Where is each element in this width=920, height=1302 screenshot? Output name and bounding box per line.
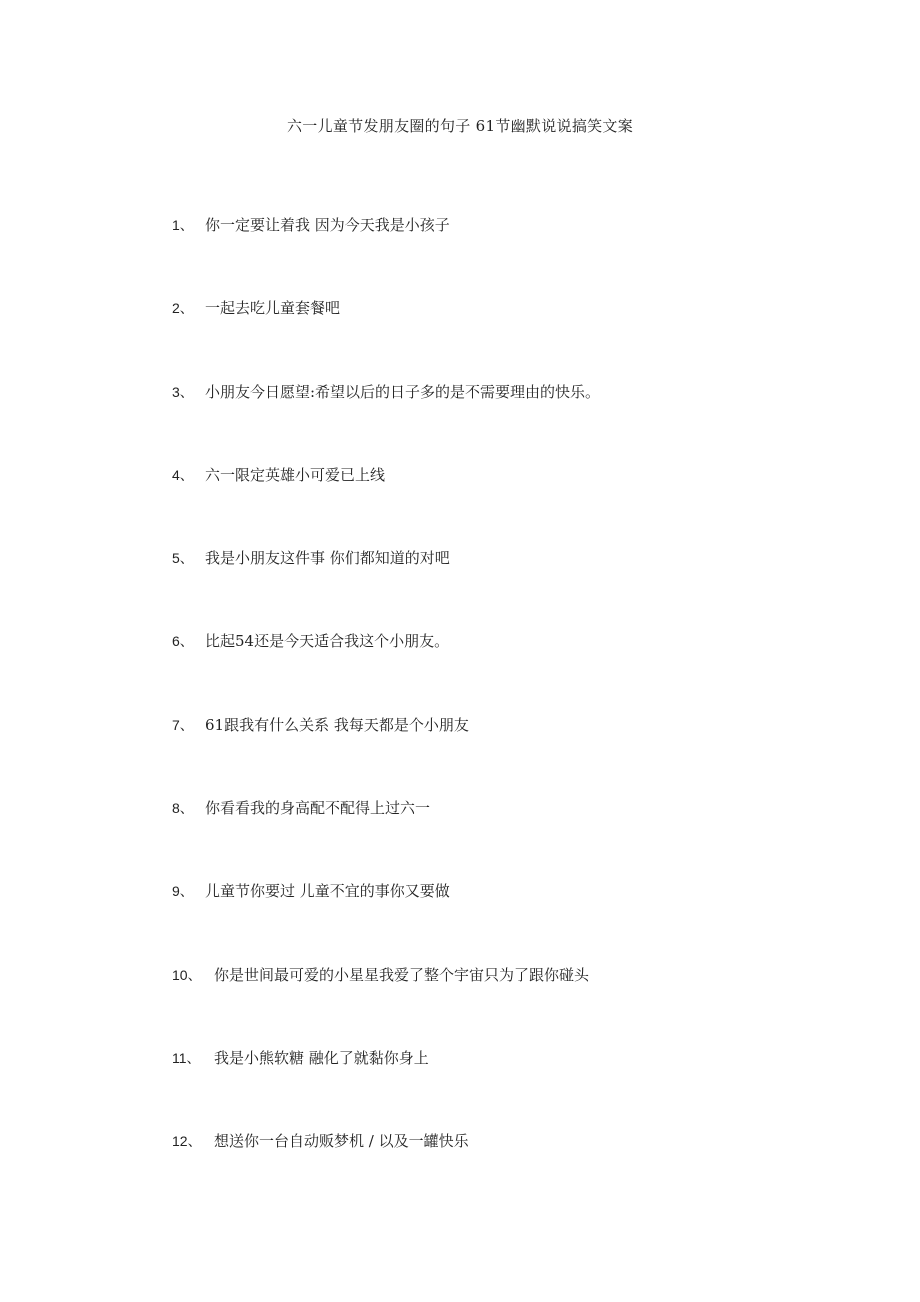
item-text: 小朋友今日愿望:希望以后的日子多的是不需要理由的快乐。 (205, 382, 601, 401)
item-number: 1、 (172, 217, 194, 233)
item-number: 2、 (172, 300, 194, 317)
item-number: 4、 (172, 466, 194, 483)
list-item (172, 880, 872, 963)
item-number: 7、 (172, 716, 194, 733)
item-text: 儿童节你要过 儿童不宜的事你又要做 (205, 882, 450, 901)
list-item (172, 381, 872, 464)
list-item (172, 964, 872, 1047)
item-text: 六一限定英雄小可爱已上线 (205, 465, 386, 484)
list-item (172, 464, 872, 547)
item-text: 你看看我的身高配不配得上过六一 (205, 799, 431, 818)
list-item (172, 297, 872, 380)
list-item (172, 1047, 872, 1130)
list-item (172, 1130, 872, 1213)
item-number: 5、 (172, 550, 194, 567)
item-number: 11、 (172, 1049, 201, 1066)
item-text: 我是小朋友这件事 你们都知道的对吧 (205, 549, 450, 568)
item-number: 12、 (172, 1133, 202, 1150)
document-title: 六一儿童节发朋友圈的句子 61节幽默说说搞笑文案 (286, 117, 634, 135)
item-number: 10、 (172, 966, 202, 983)
sentence-list (172, 214, 872, 1214)
item-number: 9、 (172, 883, 194, 900)
item-number: 3、 (172, 383, 194, 400)
item-text: 比起54还是今天适合我这个小朋友。 (205, 632, 450, 651)
item-number: 6、 (172, 633, 194, 650)
item-text: 你是世间最可爱的小星星我爱了整个宇宙只为了跟你碰头 (214, 965, 590, 984)
item-text: 你一定要让着我 因为今天我是小孩子 (205, 216, 450, 234)
list-item (172, 714, 872, 797)
item-text: 61跟我有什么关系 我每天都是个小朋友 (205, 715, 469, 734)
list-item (172, 630, 872, 713)
item-number: 8、 (172, 800, 194, 817)
list-item (172, 547, 872, 630)
item-text: 想送你一台自动贩梦机 / 以及一罐快乐 (214, 1132, 469, 1151)
item-text: 我是小熊软糖 融化了就黏你身上 (214, 1048, 429, 1067)
item-text: 一起去吃儿童套餐吧 (205, 299, 341, 318)
list-item (172, 214, 872, 297)
list-item (172, 797, 872, 880)
